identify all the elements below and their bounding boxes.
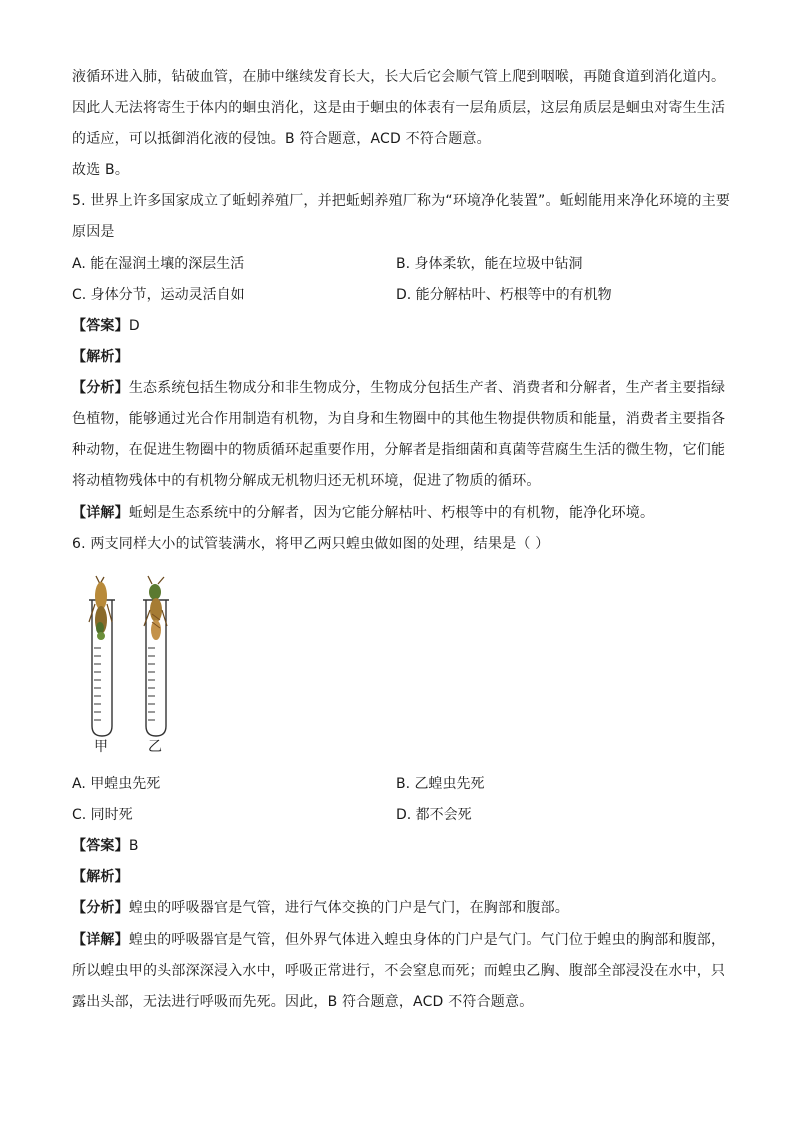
q6-option-a: A. 甲蝗虫先死 (72, 776, 161, 792)
q5-option-b: B. 身体柔软，能在垃圾中钻洞 (396, 256, 583, 272)
q5-fenxi-line-2: 色植物，能够通过光合作用制造有机物，为自身和生物圈中的其他生物提供物质和能量，消费者主要指各 (72, 411, 726, 427)
q5-fenxi-line-3: 种动物，在促进生物圈中的物质循环起重要作用，分解者是指细菌和真菌等营腐生生活的微生物，它们能 (72, 442, 726, 458)
q6-analysis-tag: 【解析】 (72, 869, 129, 885)
q5-answer-tag: 【答案】 (72, 318, 129, 334)
q6-test-tube-figure (78, 574, 188, 758)
q5-answer-value: D (128, 318, 140, 334)
prev-analysis-line-1: 液循环进入肺，钻破血管，在肺中继续发育长大，长大后它会顺气管上爬到咽喉，再随食道到消化道内。 (72, 69, 726, 85)
q6-stem: 6. 两支同样大小的试管装满水，将甲乙两只蝗虫做如图的处理，结果是（ ） (72, 536, 550, 552)
q5-xiangjie-line-1 (72, 503, 732, 523)
q6-fenxi-line-1 (72, 898, 732, 918)
q5-fenxi-tag: 【分析】 (72, 380, 129, 396)
q5-fenxi-line-1 (72, 378, 732, 398)
q5-analysis-heading (72, 347, 732, 367)
q5-stem-line-2: 原因是 (72, 224, 115, 240)
q6-answer-value: B (128, 838, 139, 854)
tube-label-left: 甲 (94, 739, 108, 755)
q5-analysis-tag: 【解析】 (72, 349, 129, 365)
prev-analysis-line-3: 的适应，可以抵御消化液的侵蚀。B 符合题意，ACD 不符合题意。 (72, 131, 491, 147)
prev-analysis-line-2: 因此人无法将寄生于体内的蛔虫消化，这是由于蛔虫的体表有一层角质层，这层角质层是蛔虫对寄生生活 (72, 100, 726, 116)
q6-option-b: B. 乙蝗虫先死 (396, 776, 485, 792)
grasshopper-right (144, 576, 167, 640)
q6-answer-tag: 【答案】 (72, 838, 129, 854)
q5-fenxi-line-4: 将动植物残体中的有机物分解成无机物归还无机环境，促进了物质的循环。 (72, 473, 541, 489)
q6-option-c: C. 同时死 (72, 807, 133, 823)
q6-answer (72, 836, 732, 856)
prev-conclusion: 故选 B。 (72, 162, 130, 178)
q5-option-d: D. 能分解枯叶、朽根等中的有机物 (396, 287, 612, 303)
q5-xiangjie-text-1: 蚯蚓是生态系统中的分解者，因为它能分解枯叶、朽根等中的有机物，能净化环境。 (128, 505, 655, 521)
q6-xiangjie-line-2: 所以蝗虫甲的头部深深浸入水中，呼吸正常进行，不会窒息而死；而蝗虫乙胸、腹部全部浸没在水中，只 (72, 963, 726, 979)
q6-xiangjie-line-1 (72, 930, 732, 950)
q5-stem-line-1: 5. 世界上许多国家成立了蚯蚓养殖厂，并把蚯蚓养殖厂称为“环境净化装置”。蚯蚓能用来净化环境的主要 (72, 193, 731, 209)
q5-option-a: A. 能在湿润土壤的深层生活 (72, 256, 245, 272)
tube-label-right: 乙 (148, 739, 162, 755)
q6-xiangjie-tag: 【详解】 (72, 932, 129, 948)
q5-fenxi-text-1: 生态系统包括生物成分和非生物成分，生物成分包括生产者、消费者和分解者，生产者主要指绿 (128, 380, 726, 396)
q5-option-c: C. 身体分节，运动灵活自如 (72, 287, 245, 303)
q6-xiangjie-text-1: 蝗虫的呼吸器官是气管，但外界气体进入蝗虫身体的门户是气门。气门位于蝗虫的胸部和腹部， (128, 932, 726, 948)
q5-xiangjie-tag: 【详解】 (72, 505, 129, 521)
test-tubes-illustration (78, 574, 188, 738)
q5-answer (72, 316, 732, 336)
q6-fenxi-text-1: 蝗虫的呼吸器官是气管，进行气体交换的门户是气门，在胸部和腹部。 (128, 900, 570, 916)
q6-option-d: D. 都不会死 (396, 807, 472, 823)
q6-analysis-heading (72, 867, 732, 887)
q6-xiangjie-line-3: 露出头部，无法进行呼吸而先死。因此，B 符合题意，ACD 不符合题意。 (72, 994, 534, 1010)
q6-fenxi-tag: 【分析】 (72, 900, 129, 916)
